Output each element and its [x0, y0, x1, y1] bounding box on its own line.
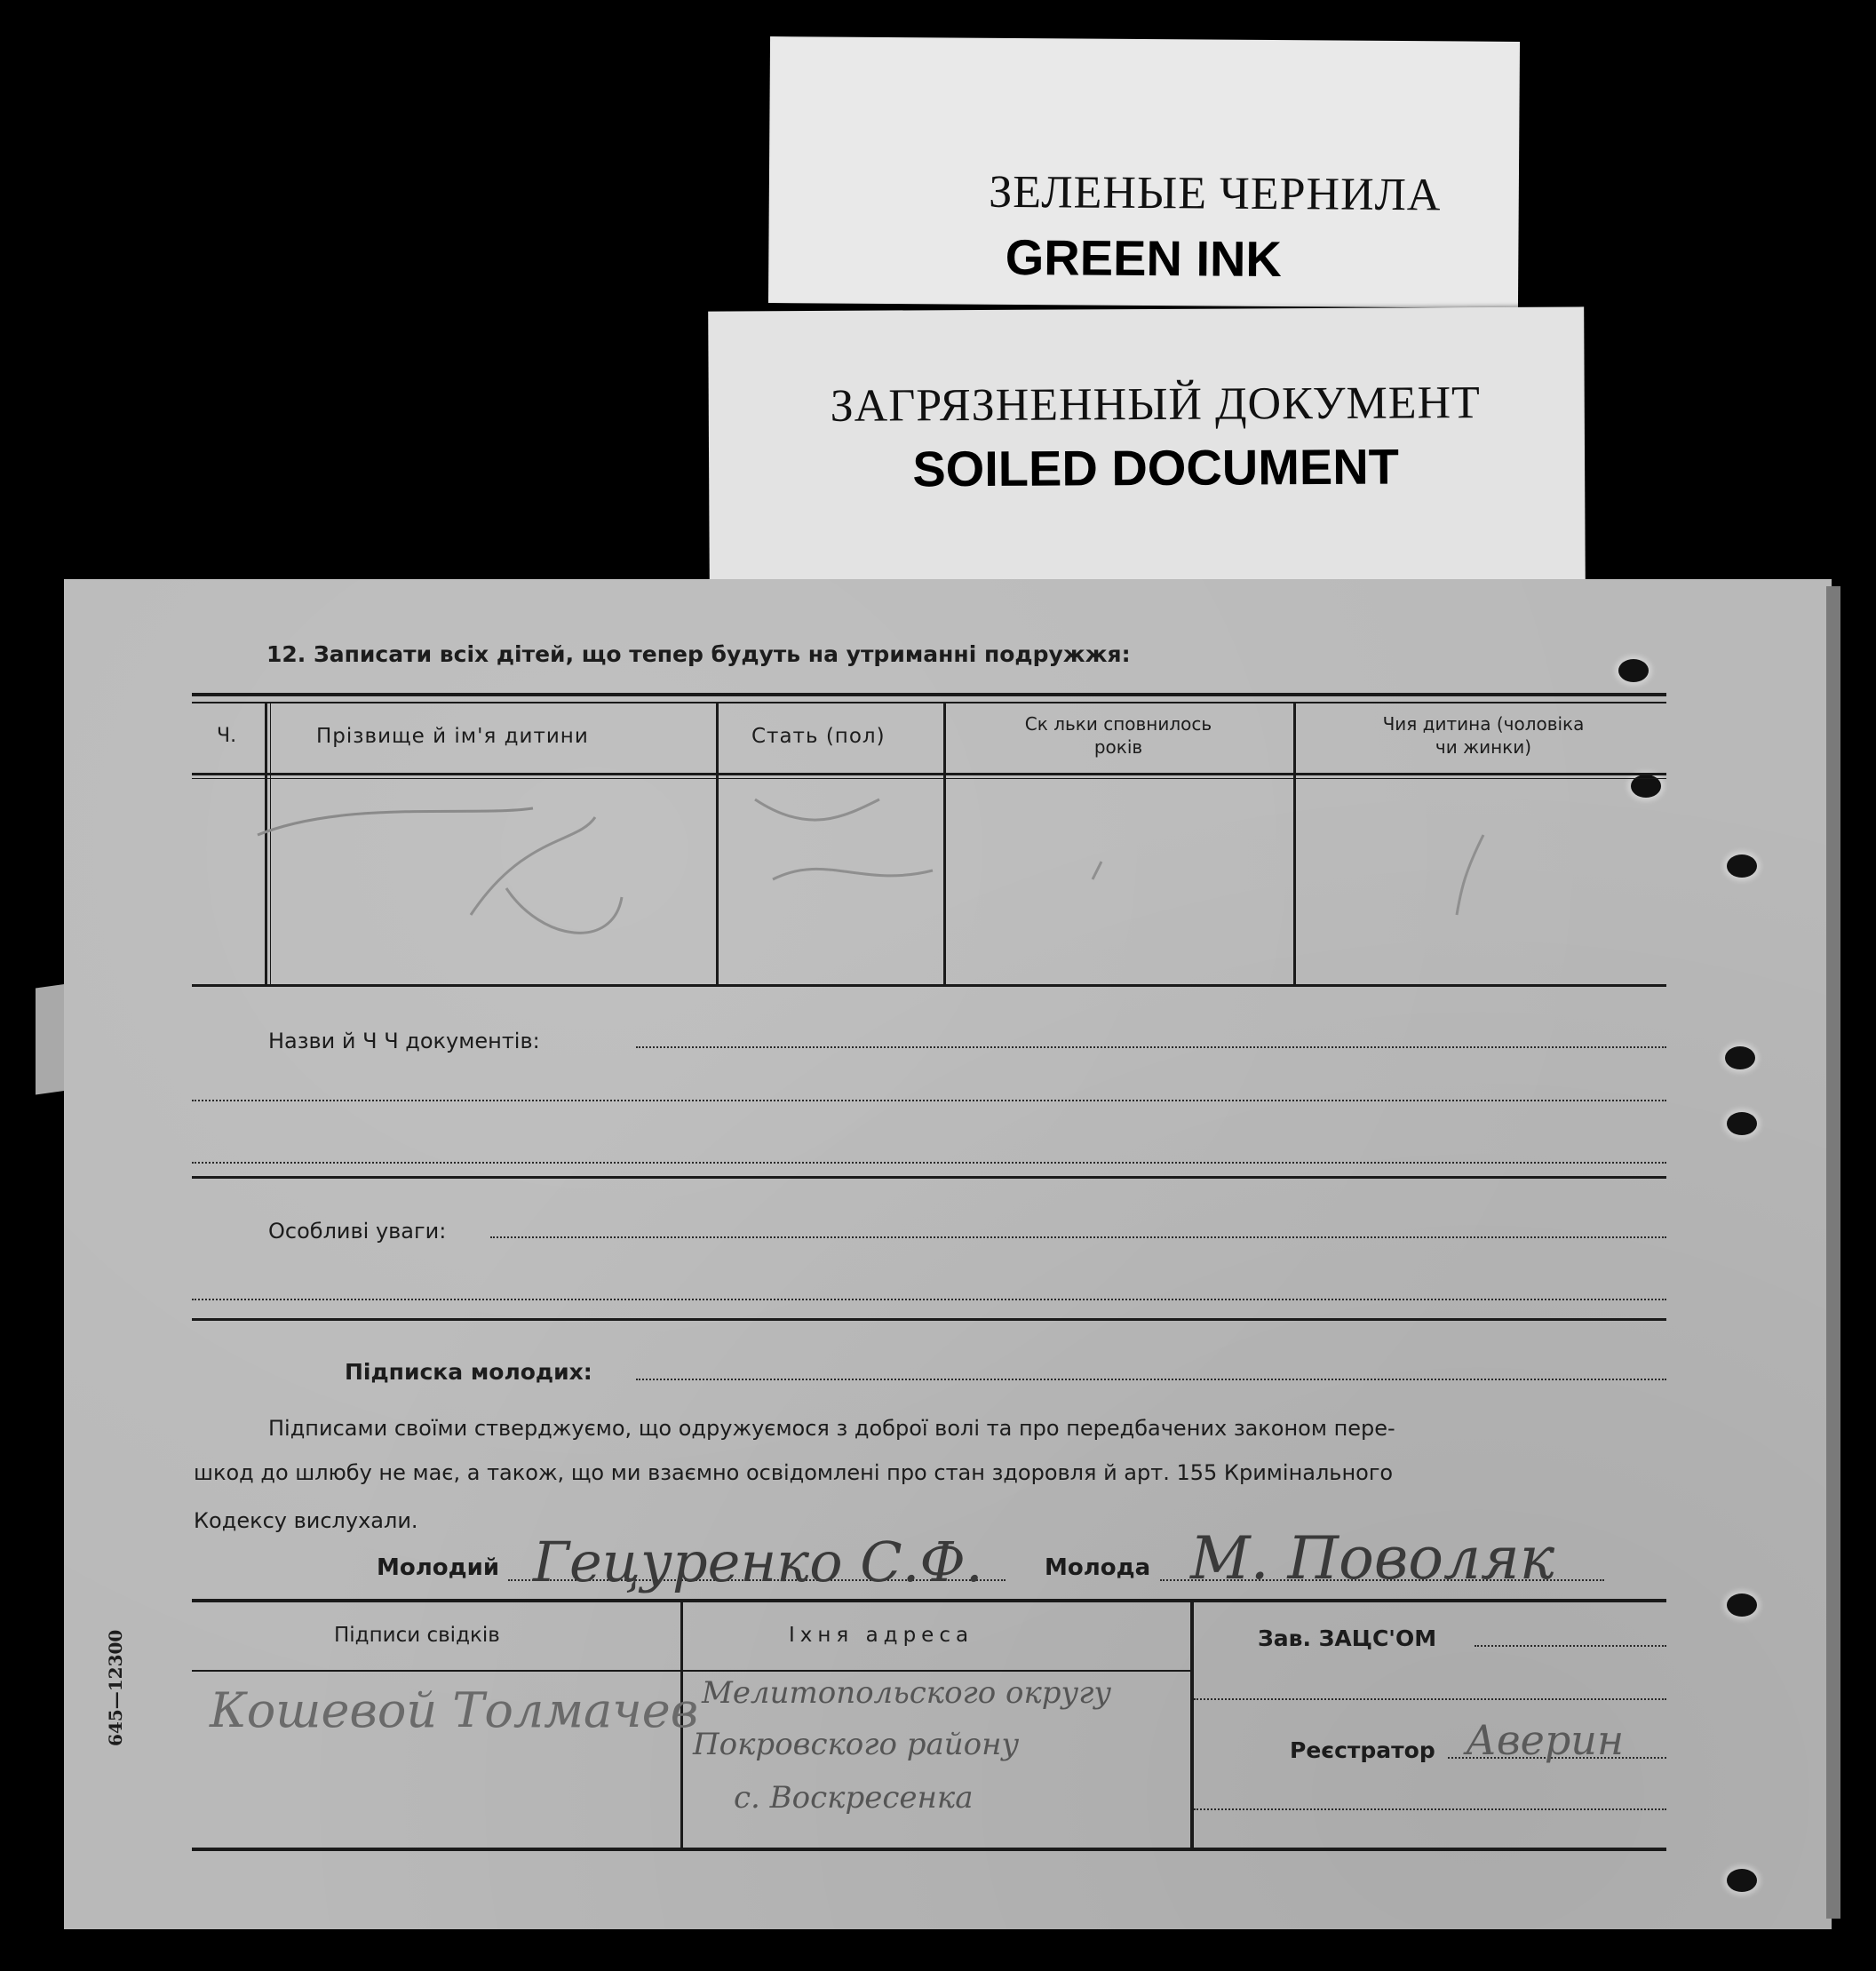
- punch-hole: [1727, 854, 1757, 878]
- documents-line: [636, 1046, 1666, 1048]
- address-line-2: Покровского району: [693, 1727, 1020, 1762]
- side-form-code: 645—12300: [105, 1629, 126, 1746]
- documents-line: [192, 1162, 1666, 1164]
- address-line-3: с. Воскресенка: [734, 1780, 974, 1816]
- soiled-document-label: [708, 306, 1586, 588]
- documents-line: [192, 1100, 1666, 1101]
- registrar-label: Реєстратор: [1290, 1737, 1435, 1763]
- bride-signature: М. Поволяк: [1190, 1524, 1555, 1593]
- head-line: [1475, 1645, 1666, 1647]
- table-top-rule: [192, 693, 1666, 696]
- punch-hole: [1727, 1593, 1757, 1617]
- witness-col-divider: [1190, 1599, 1194, 1849]
- bride-label: Молода: [1045, 1554, 1151, 1581]
- statement-line-1: Підписами своїми стверджуємо, що одружуємося з доброї волі та про передбачених законом пере-: [268, 1416, 1395, 1441]
- soiled-document-label-en: SOILED DOCUMENT: [912, 438, 1400, 497]
- header-age: Ск льки сповнилось років: [1024, 713, 1212, 758]
- green-ink-label: [768, 36, 1520, 308]
- witness-table-bottom-rule: [192, 1848, 1666, 1851]
- table-strike-marks: [240, 782, 1572, 977]
- table-bottom-rule: [192, 984, 1666, 987]
- statement-line-3: Кодексу вислухали.: [194, 1508, 418, 1533]
- groom-signature: Гецуренко С.Ф.: [533, 1530, 983, 1594]
- table-top-rule-thin: [192, 702, 1666, 703]
- witness-table-top-rule: [192, 1599, 1666, 1602]
- statement-line-2: шкод до шлюбу не має, а також, що ми взаємно освідомлені про стан здоровля й арт. 155 Кримінального: [194, 1460, 1394, 1485]
- witnesses-header: Підписи свідків: [334, 1624, 500, 1647]
- header-number: Ч.: [217, 725, 237, 747]
- table-header-rule-thin: [192, 778, 1666, 779]
- green-ink-label-ru: ЗЕЛЕНЫЕ ЧЕРНИЛА: [989, 166, 1442, 221]
- witness-signatures: Кошевой Толмачев: [210, 1682, 699, 1738]
- sheet-fold: [36, 983, 68, 1094]
- punch-hole: [1725, 1046, 1755, 1069]
- header-whose-child: Чия дитина (чоловіка чи жинки): [1382, 713, 1585, 758]
- head-label: Зав. ЗАЦС'ОМ: [1258, 1625, 1437, 1651]
- head-line-2: [1194, 1698, 1666, 1700]
- documents-bottom-rule: [192, 1176, 1666, 1179]
- sheet-edge: [1826, 586, 1840, 1919]
- signature-title: Підписка молодих:: [345, 1359, 592, 1385]
- punch-hole: [1618, 659, 1649, 682]
- header-child-name: Прізвище й ім'я дитини: [316, 725, 589, 748]
- punch-hole: [1727, 1112, 1757, 1135]
- notes-bottom-rule: [192, 1318, 1666, 1321]
- signature-line: [636, 1379, 1666, 1380]
- documents-label: Назви й Ч Ч документів:: [268, 1029, 540, 1053]
- registrar-signature: Аверин: [1466, 1716, 1625, 1764]
- groom-label: Молодий: [377, 1554, 500, 1581]
- notes-label: Особливі уваги:: [268, 1219, 447, 1244]
- witness-header-rule: [192, 1670, 1194, 1672]
- punch-hole: [1727, 1869, 1757, 1892]
- section-title: 12. Записати всіх дітей, що тепер будуть на утриманні подружжя:: [266, 641, 1131, 667]
- address-header: Іхня адреса: [789, 1624, 974, 1647]
- header-sex: Стать (пол): [751, 725, 886, 748]
- address-line-1: Мелитопольского округу: [702, 1675, 1112, 1711]
- notes-line: [490, 1236, 1666, 1238]
- notes-line: [192, 1299, 1666, 1300]
- table-header-rule: [192, 773, 1666, 775]
- green-ink-label-en: GREEN INK: [1005, 228, 1283, 288]
- registrar-line-2: [1194, 1808, 1666, 1810]
- soiled-document-label-ru: ЗАГРЯЗНЕННЫЙ ДОКУМЕНТ: [830, 378, 1481, 432]
